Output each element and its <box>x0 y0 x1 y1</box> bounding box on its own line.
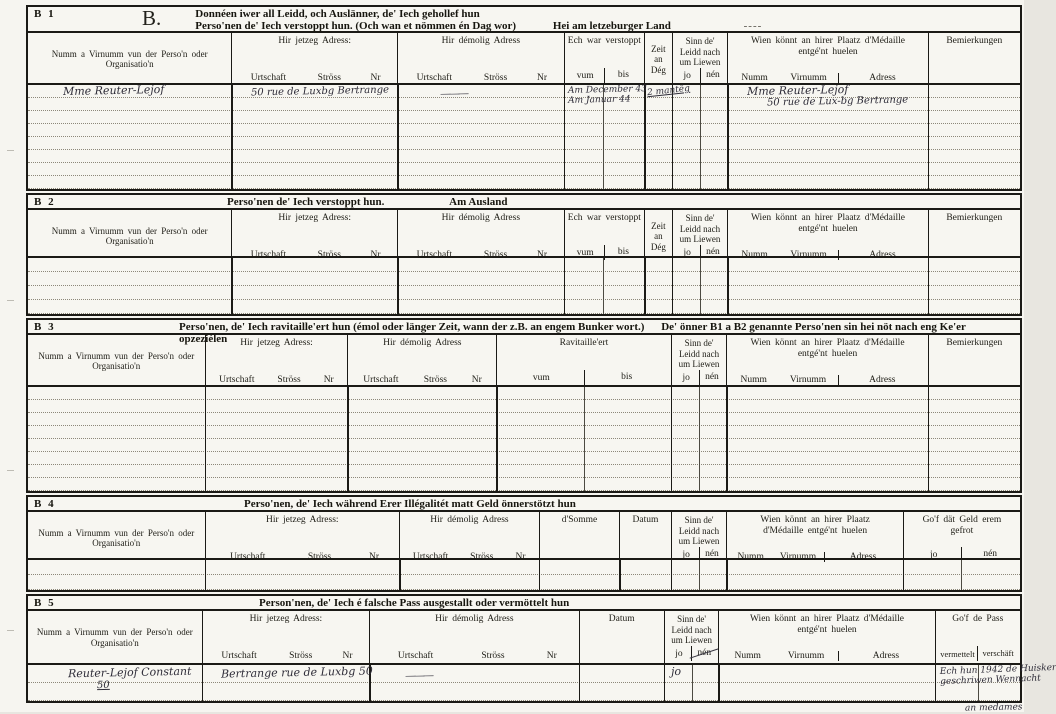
table-row <box>28 300 1020 314</box>
table-row <box>28 137 1020 150</box>
table-row <box>28 387 1020 400</box>
hw-b5-pass-note-overflow: an medames <box>965 702 1024 714</box>
section-b5 <box>26 594 1056 714</box>
b3-title: Perso'nen, de' Iech ravitaille'ert hun (émol oder länger Zeit, wann der z.B. an engem Bunker wort.) De' önner B1 a B2 genannte Perso'nen sin hei nöt nach eng Ke'er opzeziélen <box>179 321 966 345</box>
b1-scan-dash: ---- <box>743 20 763 32</box>
table-row <box>28 575 1020 590</box>
b2-column-headers <box>28 210 1020 258</box>
hw-b5-pass-note: Ech hun 1942 de Huisker geschriwen Wennacht <box>939 662 1056 688</box>
b2-body <box>28 258 1020 314</box>
b1-col-wien: Wien könnt an hirer Plaatz d'Médaille entgé'nt huelen Numm Virnumm Adress <box>727 33 927 85</box>
hw-b1-wien-line2: 50 rue de Lux-bg Bertrange <box>766 94 909 109</box>
table-row <box>28 163 1020 176</box>
margin-tick <box>7 150 14 151</box>
b2-col-wien: Wien könnt an hirer Plaatz d'Médaille entgé'nt huelen Numm Virnumm Adress <box>727 210 927 262</box>
section-b2 <box>26 193 1022 316</box>
b2-col-zeit: Zeit an Dég <box>644 210 672 262</box>
b3-col-wien: Wien könnt an hirer Plaatz d'Médaille entgé'nt huelen Numm Virnumm Adress <box>726 335 927 387</box>
b3-col-ravitailleert: Ravitaille'ert vum bis <box>496 335 671 387</box>
table-row <box>28 286 1020 300</box>
table-row <box>28 111 1020 124</box>
b5-col-gof-pass: Go'f de Pass vermettelt verschäft <box>935 611 1020 663</box>
b2-col-name: Numm a Virnumm vun der Perso'n oder Organisatio'n <box>51 225 208 247</box>
b4-col-gof-geld: Go'f dät Geld erem gefrot jo nén <box>903 512 1020 564</box>
b5-sinn-nen-struck: nén <box>691 646 716 661</box>
hw-b1-jetzeg-adress: 50 rue de Luxbg Bertrange <box>251 84 390 99</box>
b1-column-headers <box>28 33 1020 85</box>
margin-tick <box>7 470 14 471</box>
hw-b5-jetzeg-adress: Bertrange rue de Luxbg 50 <box>221 664 374 681</box>
hw-b1-name: Mme Reuter-Lejof <box>62 82 165 99</box>
table-row <box>28 683 1020 701</box>
b3-section-id: B 3 <box>34 321 56 333</box>
b1-col-sinn: Sinn de' Leidd nach um Liewen jo nén <box>672 33 728 85</box>
b5-col-name: Numm a Virnumm vun der Perso'n oder Organisatio'n <box>36 626 193 648</box>
b5-col-jetzeg-adress: Hir jetzeg Adress: Urtschaft Ströss Nr <box>202 611 370 663</box>
b2-title-suffix: Am Ausland <box>449 196 508 208</box>
hw-b5-name: Reuter-Lejof Constant <box>67 664 192 681</box>
b1-col-bemierkungen: Bemierkungen <box>928 33 1020 85</box>
section-b3 <box>26 318 1022 493</box>
b4-body <box>28 560 1020 590</box>
b1-body <box>28 82 1020 189</box>
b3-body <box>28 387 1020 491</box>
hw-b5-jo-mark: jo <box>670 664 681 679</box>
b4-column-headers <box>28 512 1020 560</box>
b3-col-bemierkungen: Bemierkungen <box>928 335 1020 387</box>
b1-col-zeit: Zeit an Dég <box>644 33 672 85</box>
table-row <box>28 439 1020 452</box>
margin-tick <box>7 630 14 631</box>
table-row <box>28 258 1020 272</box>
b3-column-headers <box>28 335 1020 387</box>
b4-col-jetzeg-adress: Hir jetzeg Adress: Urtschaft Ströss Nr <box>205 512 399 564</box>
b1-title <box>195 8 762 32</box>
margin-tick <box>7 300 14 301</box>
b4-title: Perso'nen, de' Iech während Erer Illégalitét matt Geld önnerstötzt hun <box>244 498 576 510</box>
b1-titlebar <box>28 7 1020 33</box>
table-row <box>28 413 1020 426</box>
b1-title-line1: Donnéen iwer all Leidd, och Auslänner, de' Iech gehollef hun <box>195 8 480 20</box>
b3-col-jetzeg-adress: Hir jetzeg Adress: Urtschaft Ströss Nr <box>205 335 348 387</box>
table-row <box>28 478 1020 491</box>
b4-col-sinn: Sinn de' Leidd nach um Liewen jo nén <box>671 512 727 564</box>
b3-col-sinn: Sinn de' Leidd nach um Liewen jo nén <box>671 335 727 387</box>
b1-col-jetzeg-adress: Hir jetzeg Adress: Urtschaft Ströss Nr <box>231 33 397 85</box>
hw-b5-name-line2: 50 <box>97 679 111 692</box>
hw-b5-demolig-dash: ——— <box>404 668 433 683</box>
b5-titlebar <box>28 596 1020 611</box>
section-b1 <box>26 5 1022 191</box>
table-row <box>28 124 1020 137</box>
table-row <box>28 400 1020 413</box>
b5-column-headers <box>28 611 1020 665</box>
table-row <box>28 465 1020 478</box>
b4-col-name: Numm a Virnumm vun der Perso'n oder Organisatio'n <box>38 527 195 549</box>
b1-title-line2: Perso'nen de' Iech verstoppt hun. (Och wan et nömmen én Dag wor) <box>195 20 517 32</box>
b4-col-datum: Datum <box>619 512 671 564</box>
section-b4 <box>26 495 1022 592</box>
b2-titlebar <box>28 195 1020 210</box>
b5-section-id: B 5 <box>34 597 56 609</box>
b3-title-suffix: De' önner B1 a B2 genannte Perso'nen sin hei nöt nach eng Ke'er opzeziélen <box>179 321 966 345</box>
table-row <box>28 452 1020 465</box>
b3-col-name: Numm a Virnumm vun der Perso'n oder Organisatio'n <box>38 350 195 372</box>
table-row <box>28 176 1020 189</box>
b1-col-verstoppt: Ech war verstoppt vum bis <box>564 33 644 85</box>
b2-section-id: B 2 <box>34 196 56 208</box>
b2-col-jetzeg-adress: Hir jetzeg Adress: Urtschaft Ströss Nr <box>231 210 397 262</box>
b5-col-datum: Datum <box>579 611 664 663</box>
b4-section-id: B 4 <box>34 498 56 510</box>
b2-title: Perso'nen de' Iech verstoppt hun. Am Ausland <box>227 196 508 208</box>
b2-col-demolig-adress: Hir démolig Adress Urtschaft Ströss Nr <box>397 210 564 262</box>
table-row <box>28 150 1020 163</box>
b5-body <box>28 662 1056 714</box>
hw-b1-wien-line1: Mme Reuter-Lejof <box>747 82 849 99</box>
b1-big-letter: B. <box>142 6 162 30</box>
b2-col-verstoppt: Ech war verstoppt vum bis <box>564 210 644 262</box>
hw-b1-verstoppt-vum-bis: Am December 43 Am Januar 44 <box>567 84 647 106</box>
b1-title-suffix: Hei am letzeburger Land <box>552 20 671 32</box>
form <box>26 5 1056 714</box>
b4-col-wien: Wien könnt an hirer Plaatz d'Médaille entgé'nt huelen Numm Virnumm Adress <box>726 512 903 564</box>
b4-col-somme: d'Somme <box>539 512 619 564</box>
table-row <box>28 560 1020 575</box>
table-row <box>28 272 1020 286</box>
b2-col-sinn: Sinn de' Leidd nach um Liewen jo nén <box>672 210 728 262</box>
b4-col-demolig-adress: Hir démolig Adress Urtschaft Ströss Nr <box>399 512 539 564</box>
b1-col-demolig-adress: Hir démolig Adress Urtschaft Ströss Nr <box>397 33 564 85</box>
b5-title: Person'nen, de' Iech é falsche Pass ausgestallt oder vermöttelt hun <box>259 597 570 609</box>
b5-col-wien: Wien könnt an hirer Plaatz d'Médaille entgé'nt huelen Numm Virnumm Adress <box>718 611 934 663</box>
table-row <box>28 426 1020 439</box>
b5-col-sinn: Sinn de' Leidd nach um Liewen jo nén <box>664 611 719 663</box>
b1-col-name: Numm a Virnumm vun der Perso'n oder Organisatio'n <box>51 48 208 70</box>
b2-col-bemierkungen: Bemierkungen <box>928 210 1020 262</box>
b3-col-demolig-adress: Hir démolig Adress Urtschaft Ströss Nr <box>347 335 496 387</box>
b1-section-id: B 1 <box>34 8 56 20</box>
b5-col-demolig-adress: Hir démolig Adress Urtschaft Ströss Nr <box>369 611 578 663</box>
hw-b1-demolig-dash: ——— <box>439 86 467 101</box>
hw-b1-zeit: 2 mantëg <box>646 83 691 99</box>
b4-titlebar <box>28 497 1020 512</box>
